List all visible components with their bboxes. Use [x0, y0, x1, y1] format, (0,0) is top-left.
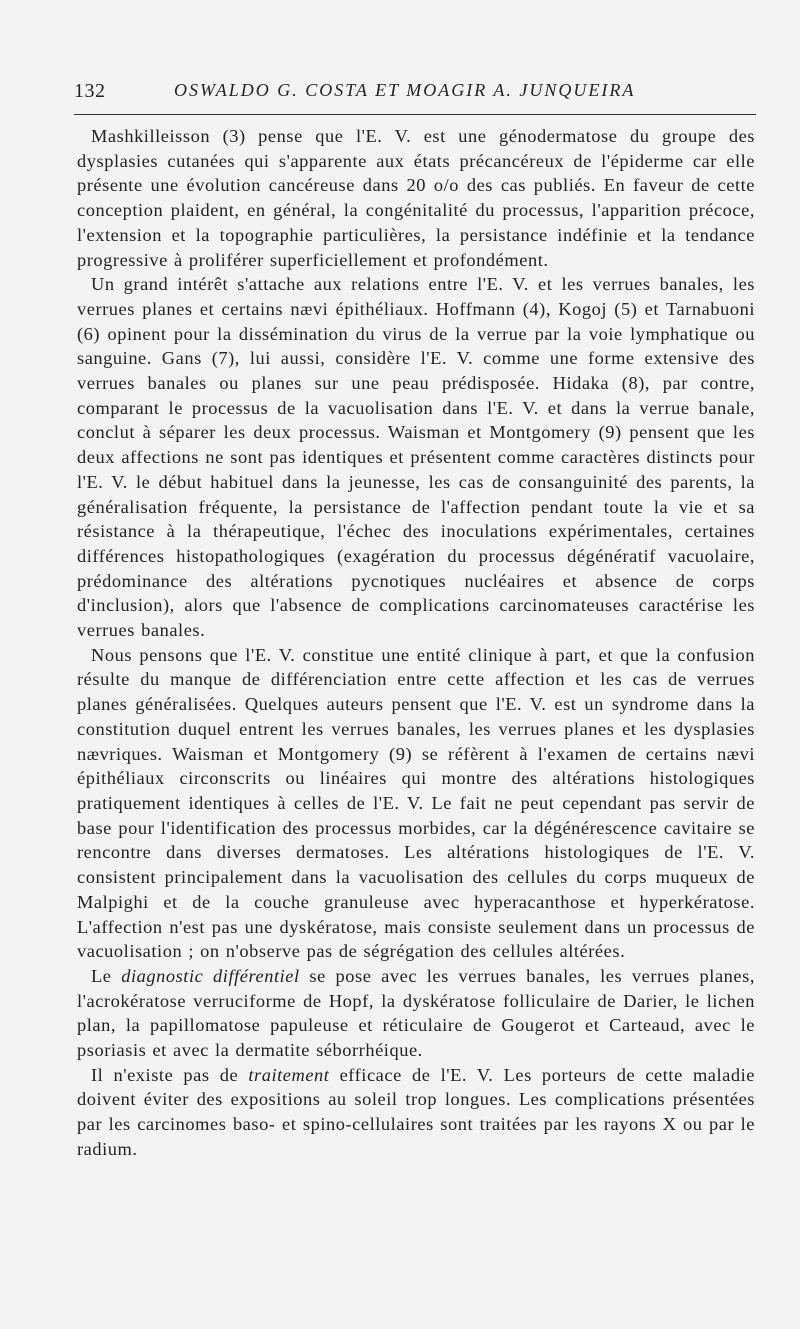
- paragraph: [77, 964, 755, 1063]
- paragraph: [77, 1063, 755, 1162]
- paragraph-text: Il n'existe pas de: [91, 1064, 249, 1085]
- emphasized-term: traitement: [248, 1064, 330, 1085]
- paragraph-text: efficace de l'E. V. Les porteurs de cette maladie doivent éviter des expositions au soleil trop longues. Les complications présentées par les carcinomes baso- et spino-cellulaires sont traitées par les rayons X ou par le radium.: [77, 1064, 755, 1159]
- paragraph: Mashkilleisson (3) pense que l'E. V. est une génodermatose du groupe des dysplasies cutanées qui s'apparente aux états précancéreux de l'épiderme car elle présente une évolution cancéreuse dans 20 o/o des cas publiés. En faveur de cette conception plaident, en général, la congénitalité du processus, l'apparition précoce, l'extension et la topographie particulières, la persistance indéfinie et la tendance progressive à proliférer superficiellement et profondément.: [77, 126, 755, 270]
- page-header: [74, 78, 756, 110]
- paragraph-text: se pose avec les verrues banales, les verrues planes, l'acrokératose verruciforme de Hopf, la dyskératose folliculaire de Darier, le lichen plan, la papillomatose papuleuse et réticulaire de Gougerot et Carteaud, avec le psoriasis et avec la dermatite séborrhéique.: [77, 965, 755, 1061]
- running-title: OSWALDO G. COSTA ET MOAGIR A. JUNQUEIRA: [174, 80, 636, 100]
- paragraph: Nous pensons que l'E. V. constitue une entité clinique à part, et que la confusion résulte du manque de différenciation entre cette affection et les cas de verrues planes généralisées. Quelques auteurs pensent que l'E. V. est un syndrome dans la constitution duquel entrent les verrues banales, les verrues planes et les dysplasies nævriques. Waisman et Montgomery (9) se réfèrent à l'examen de certains nævi épithéliaux circonscrits ou linéaires qui montre des altérations histologiques pratiquement identiques à celles de l'E. V. Le fait ne peut cependant pas servir de base pour l'identification des processus morbides, car la dégénérescence cavitaire se rencontre dans diverses dermatoses. Les altérations histologiques de l'E. V. consistent principalement dans la vacuolisation des cellules du corps muqueux de Malpighi et de la couche granuleuse avec hyperacanthose et hyperkératose. L'affection n'est pas une dyskératose, mais consiste seulement dans un processus de vacuolisation ; on n'observe pas de ségrégation des cellules altérées.: [77, 644, 755, 962]
- emphasized-term: diagnostic différentiel: [121, 965, 300, 986]
- header-rule: [74, 114, 756, 115]
- body-text: [77, 124, 755, 1162]
- paragraph-text: Le: [91, 965, 122, 986]
- page-number: 132: [74, 80, 106, 102]
- paragraph: Un grand intérêt s'attache aux relations entre l'E. V. et les verrues banales, les verrues planes et certains nævi épithéliaux. Hoffmann (4), Kogoj (5) et Tarnabuoni (6) opinent pour la dissémination du virus de la verrue par la voie lymphatique ou sanguine. Gans (7), lui aussi, considère l'E. V. comme une forme extensive des verrues banales ou planes sur une peau prédisposée. Hidaka (8), par contre, comparant le processus de la vacuolisation dans l'E. V. et dans la verrue banale, conclut à séparer les deux processus. Waisman et Montgomery (9) pensent que les deux affections ne sont pas identiques et présentent comme caractères distincts pour l'E. V. le début habituel dans la jeunesse, les cas de consanguinité des parents, la généralisation fréquente, la persistance de l'affection pendant toute la vie et sa résistance à la thérapeutique, l'échec des inoculations expérimentales, certaines différences histopathologiques (exagération du processus dégénératif vacuolaire, prédominance des altérations pycnotiques nucléaires et absence de corps d'inclusion), alors que l'absence de complications carcinomateuses caractérise les verrues banales.: [77, 274, 755, 641]
